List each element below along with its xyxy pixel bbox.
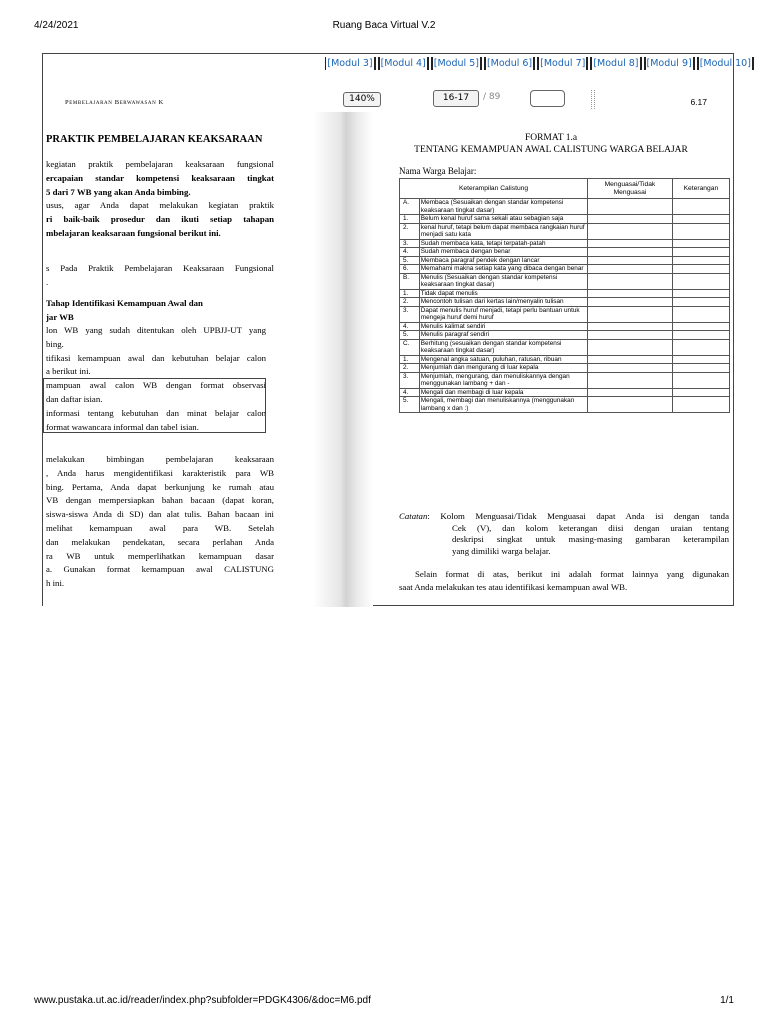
row-skill: Mengenal angka satuan, puluhan, ratusan, ribuan: [419, 355, 587, 364]
table-row: [400, 223, 730, 239]
row-menguasai-cell: [588, 248, 673, 257]
row-skill: Menjumlah dan mengurang di luar kepala: [419, 364, 587, 373]
search-input[interactable]: [530, 90, 565, 107]
section-heading: Tahap Identifikasi Kemampuan Awal dan jar WB: [46, 298, 203, 322]
table-row: [400, 388, 730, 397]
row-skill: Menulis kalimat sendiri: [419, 322, 587, 331]
nav-modul-10[interactable]: [Modul 10]: [697, 57, 754, 70]
row-menguasai-cell: [588, 273, 673, 289]
row-number: 1.: [400, 289, 420, 298]
row-menguasai-cell: [588, 322, 673, 331]
row-skill: Membaca (Sesuaikan dengan standar kompetensi keaksaraan tingkat dasar): [419, 199, 587, 215]
row-keterangan-cell: [672, 248, 729, 257]
row-keterangan-cell: [672, 388, 729, 397]
table-row: [400, 306, 730, 322]
page-input[interactable]: 16-17: [433, 90, 479, 107]
nav-modul-7[interactable]: [Modul 7]: [537, 57, 588, 70]
print-header: [34, 20, 734, 34]
row-skill: Memahami makna setiap kata yang dibaca dengan benar: [419, 265, 587, 274]
table-row: [400, 215, 730, 224]
nav-modul-8[interactable]: [Modul 8]: [590, 57, 641, 70]
row-menguasai-cell: [588, 306, 673, 322]
row-menguasai-cell: [588, 265, 673, 274]
row-number: C.: [400, 339, 420, 355]
table-row: [400, 256, 730, 265]
row-number: 4.: [400, 248, 420, 257]
grip-icon[interactable]: [591, 90, 595, 109]
nav-modul-9[interactable]: [Modul 9]: [644, 57, 695, 70]
row-menguasai-cell: [588, 339, 673, 355]
row-number: 1.: [400, 215, 420, 224]
row-menguasai-cell: [588, 388, 673, 397]
row-number: 2.: [400, 298, 420, 307]
row-keterangan-cell: [672, 298, 729, 307]
page-total: / 89: [483, 92, 501, 102]
row-keterangan-cell: [672, 322, 729, 331]
page-number: 6.17: [690, 97, 707, 107]
table-row: [400, 355, 730, 364]
zoom-select[interactable]: 140%: [343, 92, 381, 107]
table-row: [400, 298, 730, 307]
row-menguasai-cell: [588, 331, 673, 340]
print-url: www.pustaka.ut.ac.id/reader/index.php?subfolder=PDGK4306/&doc=M6.pdf: [34, 995, 371, 1006]
row-keterangan-cell: [672, 223, 729, 239]
row-keterangan-cell: [672, 355, 729, 364]
table-row: [400, 265, 730, 274]
chapter-title: PRAKTIK PEMBELAJARAN KEAKSARAAN: [46, 134, 263, 145]
row-number: 5.: [400, 397, 420, 413]
row-skill: Menulis paragraf sendiri: [419, 331, 587, 340]
table-row: [400, 248, 730, 257]
left-paragraph-3: melakukan bimbingan pembelajaran keaksaraan , Anda harus mengidentifikasi karakteristik para WB bing. Pertama, Anda dapat berkunjung ke rumah atau VB dengan mempersiapkan bahan bacaan (dapat koran, siswa-siswa Anda di SD) dan alat tulis. Bahan bacaan ini melihat kemampuan awal para WB. Setelah dan melakukan pendekatan, secara perlahan Anda ra WB untuk memperlihatkan kemampuan dasar a. Gunakan format kemampuan awal CALISTUNG h ini.: [46, 454, 274, 589]
left-paragraph-2: s Pada Praktik Pembelajaran Keaksaraan Fungsional .: [46, 263, 274, 287]
left-paragraph-1: kegiatan praktik pembelajaran keaksaraan fungsional ercapaian standar kompetensi keaksaraan tingkat 5 dari 7 WB yang akan Anda bimbing. usus, agar Anda dapat melakukan kegiatan praktik ri baik-baik prosedur dan ikuti setiap tahapan mbelajaran keaksaraan fungsional berikut ini.: [46, 159, 274, 238]
row-menguasai-cell: [588, 289, 673, 298]
print-title: Ruang Baca Virtual V.2: [332, 20, 436, 31]
row-number: 5.: [400, 331, 420, 340]
table-row: [400, 372, 730, 388]
print-date: 4/24/2021: [34, 20, 79, 31]
nav-modul-5[interactable]: [Modul 5]: [431, 57, 482, 70]
row-keterangan-cell: [672, 273, 729, 289]
row-number: 5.: [400, 256, 420, 265]
table-row: [400, 273, 730, 289]
table-row: [400, 289, 730, 298]
row-keterangan-cell: [672, 265, 729, 274]
left-page: [43, 54, 325, 607]
running-head: Pembelajaran Berwawasan K: [65, 99, 164, 106]
row-keterangan-cell: [672, 256, 729, 265]
row-number: 4.: [400, 388, 420, 397]
row-skill: Berhitung (sesuaikan dengan standar kompetensi keaksaraan tingkat dasar): [419, 339, 587, 355]
row-skill: kenal huruf, tetapi belum dapat membaca rangkaian huruf menjadi satu kata: [419, 223, 587, 239]
row-number: 2.: [400, 364, 420, 373]
row-menguasai-cell: [588, 223, 673, 239]
row-keterangan-cell: [672, 339, 729, 355]
col-header-keterangan: Keterangan: [672, 179, 729, 199]
row-skill: Menulis (Sesuaikan dengan standar kompetensi keaksaraan tingkat dasar): [419, 273, 587, 289]
calistung-table: [399, 178, 730, 413]
table-row: [400, 322, 730, 331]
col-header-menguasai: Menguasai/Tidak Menguasai: [588, 179, 673, 199]
row-menguasai-cell: [588, 239, 673, 248]
row-number: 6.: [400, 265, 420, 274]
nav-modul-3[interactable]: [Modul 3]: [324, 57, 375, 70]
row-number: 3.: [400, 306, 420, 322]
row-keterangan-cell: [672, 397, 729, 413]
closing-paragraph: Selain format di atas, berikut ini adalah format lainnya yang digunakan saat Anda melakukan tes atau identifikasi kemampuan awal WB.: [399, 569, 729, 592]
row-number: B.: [400, 273, 420, 289]
print-footer: [34, 995, 734, 1009]
col-header-keterampilan: Keterampilan Calistung: [400, 179, 588, 199]
row-keterangan-cell: [672, 331, 729, 340]
catatan-note: Catatan: Kolom Menguasai/Tidak Menguasai dapat Anda isi dengan tanda Cek (V), dan kolom keterangan diisi dengan uraian tentang deskripsi singkat untuk masing-masing gambaran keterampilan yang dimiliki warga belajar.: [399, 511, 729, 556]
table-row: [400, 331, 730, 340]
nama-warga-belajar-label: Nama Warga Belajar:: [399, 166, 477, 176]
row-skill: Menjumlah, mengurang, dan menuliskannya dengan menggunakan lambang + dan -: [419, 372, 587, 388]
row-number: 4.: [400, 322, 420, 331]
note-label: Catatan: [399, 511, 428, 521]
table-row: [400, 397, 730, 413]
row-skill: Sudah membaca dengan benar: [419, 248, 587, 257]
row-menguasai-cell: [588, 397, 673, 413]
boxed-list: lon WB yang sudah ditentukan oleh UPBJJ-UT yang bing. tifikasi kemampuan awal dan kebutuhan belajar calon a berikut ini. mampuan awal calon WB dengan format observasi dan daftar isian. informasi tentang kebutuhan dan minat belajar calon format wawancara informal dan tabel isian.: [46, 325, 266, 432]
table-row: [400, 339, 730, 355]
row-number: 3.: [400, 372, 420, 388]
row-keterangan-cell: [672, 372, 729, 388]
reader-viewer: [42, 53, 751, 606]
row-menguasai-cell: [588, 372, 673, 388]
row-menguasai-cell: [588, 199, 673, 215]
row-skill: Belum kenal huruf sama sekali atau sebagian saja: [419, 215, 587, 224]
row-number: 1.: [400, 355, 420, 364]
boxed-frame: [43, 378, 266, 433]
row-keterangan-cell: [672, 199, 729, 215]
format-title: FORMAT 1.a TENTANG KEMAMPUAN AWAL CALISTUNG WARGA BELAJAR: [414, 133, 688, 155]
row-skill: Dapat menulis huruf menjadi, tetapi perlu bantuan untuk mengeja huruf demi huruf: [419, 306, 587, 322]
nav-modul-4[interactable]: [Modul 4]: [378, 57, 429, 70]
row-skill: Membaca paragraf pendek dengan lancar: [419, 256, 587, 265]
row-menguasai-cell: [588, 215, 673, 224]
row-menguasai-cell: [588, 355, 673, 364]
table-row: [400, 199, 730, 215]
page-gutter: [313, 112, 373, 607]
row-skill: Tidak dapat menulis: [419, 289, 587, 298]
reader-toolbar: [343, 90, 733, 110]
row-keterangan-cell: [672, 306, 729, 322]
row-menguasai-cell: [588, 298, 673, 307]
row-number: A.: [400, 199, 420, 215]
row-menguasai-cell: [588, 256, 673, 265]
nav-modul-6[interactable]: [Modul 6]: [484, 57, 535, 70]
row-skill: Mengali dan membagi di luar kepala: [419, 388, 587, 397]
row-keterangan-cell: [672, 289, 729, 298]
row-number: 3.: [400, 239, 420, 248]
table-row: [400, 364, 730, 373]
row-skill: Mencontoh tulisan dari kertas lain/menyalin tulisan: [419, 298, 587, 307]
row-number: 2.: [400, 223, 420, 239]
right-page: [373, 54, 735, 607]
row-keterangan-cell: [672, 364, 729, 373]
row-skill: Mengali, membagi dan menuliskannya (menggunakan lambang x dan :): [419, 397, 587, 413]
table-row: [400, 239, 730, 248]
row-skill: Sudah membaca kata, tetapi terpatah-patah: [419, 239, 587, 248]
row-menguasai-cell: [588, 364, 673, 373]
row-keterangan-cell: [672, 215, 729, 224]
print-page-count: 1/1: [720, 995, 734, 1006]
row-keterangan-cell: [672, 239, 729, 248]
